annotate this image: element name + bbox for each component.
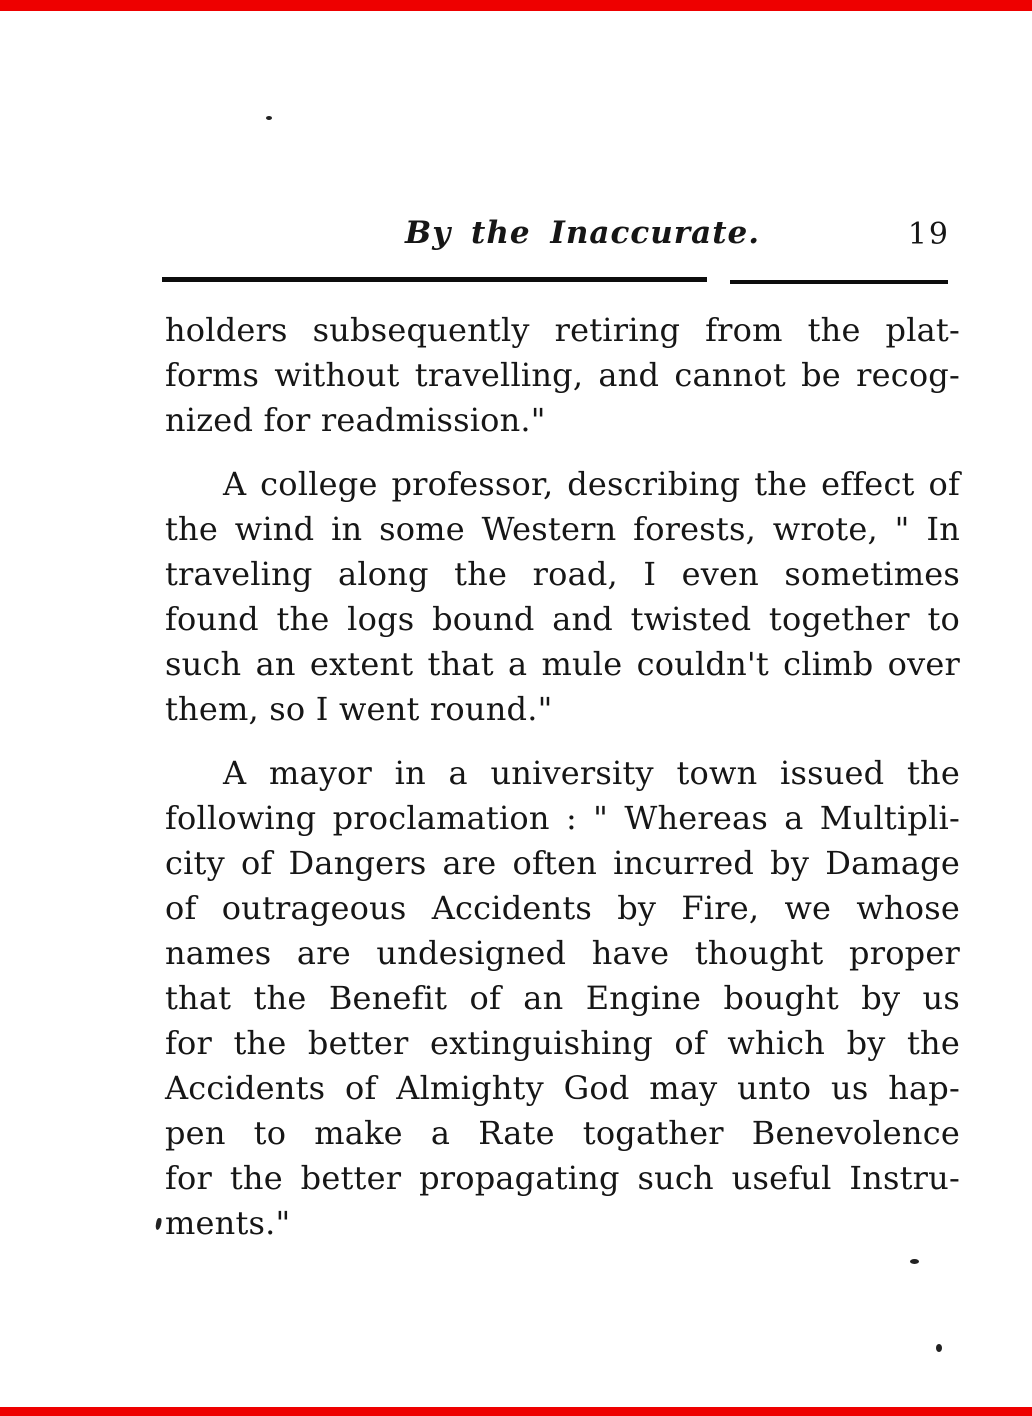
- paragraph: [165, 308, 960, 443]
- text-line: Accidents of Almighty God may unto us hap-: [165, 1069, 960, 1107]
- scan-speck: [155, 1218, 162, 1231]
- text-line: for the better propagating such useful Instru-: [165, 1159, 960, 1197]
- paragraph: [165, 751, 960, 1246]
- text-line: them, so I went round.": [165, 690, 553, 728]
- scan-artifact-top-bar: [0, 0, 1032, 11]
- header-rule-left-segment: [162, 277, 707, 282]
- scan-artifact-bottom-bar: [0, 1407, 1032, 1416]
- scan-speck: [936, 1344, 942, 1352]
- text-line: holders subsequently retiring from the plat-: [165, 311, 960, 349]
- page-header: [160, 215, 960, 257]
- text-line: that the Benefit of an Engine bought by us: [165, 979, 960, 1017]
- page-number: 19: [907, 217, 950, 252]
- text-line: such an extent that a mule couldn't climb over: [165, 645, 960, 683]
- page-text: [165, 308, 960, 1265]
- text-line: the wind in some Western forests, wrote, " In: [165, 510, 960, 548]
- text-line: traveling along the road, I even sometimes: [165, 555, 960, 593]
- text-line: ments.": [165, 1204, 291, 1242]
- scan-speck: [266, 116, 272, 120]
- text-line: following proclamation : " Whereas a Multipli-: [165, 799, 960, 837]
- text-line: for the better extinguishing of which by the: [165, 1024, 960, 1062]
- text-line: city of Dangers are often incurred by Damage: [165, 844, 960, 882]
- header-rule: [162, 277, 948, 285]
- text-line: forms without travelling, and cannot be recog-: [165, 356, 960, 394]
- header-rule-right-segment: [730, 280, 948, 284]
- running-header-title: By the Inaccurate.: [405, 215, 761, 251]
- text-line: A mayor in a university town issued the: [223, 754, 960, 792]
- paragraph: [165, 462, 960, 732]
- text-line: pen to make a Rate togather Benevolence: [165, 1114, 960, 1152]
- text-line: nized for readmission.": [165, 401, 546, 439]
- text-line: A college professor, describing the effect of: [223, 465, 960, 503]
- text-line: found the logs bound and twisted together to: [165, 600, 960, 638]
- text-line: of outrageous Accidents by Fire, we whose: [165, 889, 960, 927]
- text-line: names are undesigned have thought proper: [165, 934, 960, 972]
